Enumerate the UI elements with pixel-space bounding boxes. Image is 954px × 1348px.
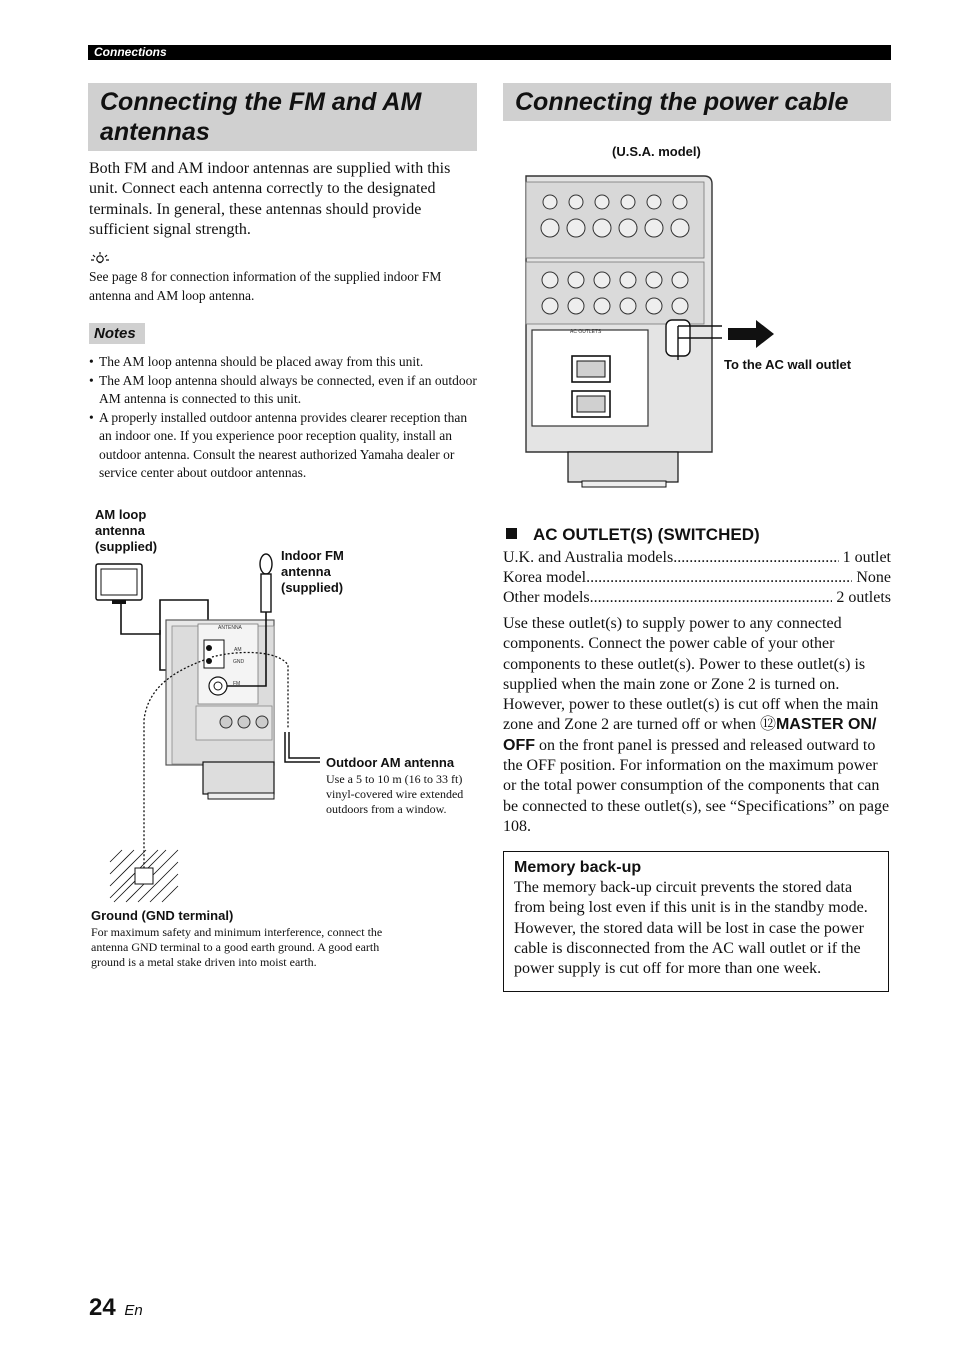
ac-outlets-usage-paragraph: Use these outlet(s) to supply power to any connected components. Connect the power cable of your other components to these outlet(s). Power to these outlet(s) is supplied when the main zone or Zone 2 is turned on. However, power to these outlet(s) is cut off when the main zone and Zone 2 are turned off or when ⑫MASTER ON/ OFF on the front panel is pressed and released outward to the OFF position. For information on the maximum power or the total power consumption of the components that can be connected to these outlet(s), see “Specifications” on page 108. [503, 615, 890, 835]
notes-badge: Notes [89, 323, 145, 344]
memory-backup-title: Memory back-up [514, 859, 642, 876]
tip-text: See page 8 for connection information of the supplied indoor FM antenna and AM loop antenna. [89, 269, 442, 303]
language-code: En [124, 1302, 143, 1319]
note-item: • A properly installed outdoor antenna provides clearer reception than an indoor one. If you experience poor reception quality, install an outdoor antenna. Consult the nearest authorized Yamaha dealer or service center about outdoor antennas. [89, 409, 479, 483]
antenna-intro-paragraph: Both FM and AM indoor antennas are supplied with this unit. Connect each antenna correctly to the designated terminals. In general, these antennas should provide sufficient signal strength. [89, 160, 451, 238]
master-key-label: MASTER ON/ OFF [503, 716, 877, 754]
outlet-row [503, 548, 891, 568]
square-bullet-icon [506, 528, 517, 539]
note-item: • The AM loop antenna should always be connected, even if an outdoor AM antenna is connected to this unit. [89, 372, 479, 409]
memory-backup-text: The memory back-up circuit prevents the stored data from being lost even if this unit is in the standby mode. However, the stored data will be lost in case the power cable is disconnected from the AC wall outlet or if the power supply is cut off for more than one week. [514, 879, 868, 978]
panel-ac-outlets-text: AC OUTLETS [570, 329, 602, 335]
panel-antenna-text: ANTENNA [218, 625, 242, 631]
arrow-right-icon [728, 320, 774, 348]
lightbulb-icon [89, 251, 111, 265]
antenna-section-title: Connecting the FM and AM antennas [88, 83, 477, 151]
ground-terminal-text: For maximum safety and minimum interference, connect the antenna GND terminal to a good earth ground. A good earth ground is a metal stake driven into moist earth. [91, 925, 383, 969]
memory-backup-box [503, 851, 889, 992]
panel-fm-text: FM [233, 681, 241, 687]
power-cable-section-title: Connecting the power cable [503, 83, 891, 121]
ac-outlets-heading-text: AC OUTLET(S) (SWITCHED) [533, 525, 760, 544]
panel-am-text: AM [234, 647, 242, 653]
outlet-row [503, 588, 891, 608]
outlet-region: Other models [503, 589, 590, 606]
ac-wall-outlet-label: To the AC wall outlet [724, 357, 852, 372]
page-number: 24 En [89, 1294, 143, 1321]
outdoor-am-antenna-text: Use a 5 to 10 m (16 to 33 ft) vinyl-covered wire extended outdoors from a window. [326, 772, 464, 816]
outlet-count: None [856, 569, 891, 586]
outlet-count: 2 outlets [836, 589, 891, 606]
section-header-label: Connections [94, 45, 167, 59]
ground-earth-icon [110, 850, 178, 902]
note-item: • The AM loop antenna should be placed away from this unit. [89, 353, 479, 372]
ac-outlets-heading [503, 525, 760, 545]
outdoor-am-antenna-title: Outdoor AM antenna [326, 755, 455, 770]
section-header-bar [88, 45, 891, 60]
fm-jack [209, 677, 227, 695]
indoor-fm-antenna-icon [260, 554, 272, 574]
master-key-number: ⑫ [759, 716, 776, 734]
usa-model-label: (U.S.A. model) [612, 144, 701, 159]
panel-gnd-text: GND [233, 659, 245, 665]
outlet-row [503, 568, 891, 588]
outlet-region: U.K. and Australia models [503, 549, 674, 566]
am-loop-antenna-label: AM loop antenna (supplied) [95, 507, 158, 554]
outlet-count: 1 outlet [842, 549, 891, 566]
indoor-fm-antenna-label: Indoor FM antenna (supplied) [281, 548, 344, 595]
power-cable-diagram [520, 170, 790, 495]
outlet-region: Korea model [503, 569, 587, 586]
ground-terminal-title: Ground (GND terminal) [91, 908, 234, 923]
notes-list [89, 353, 479, 483]
